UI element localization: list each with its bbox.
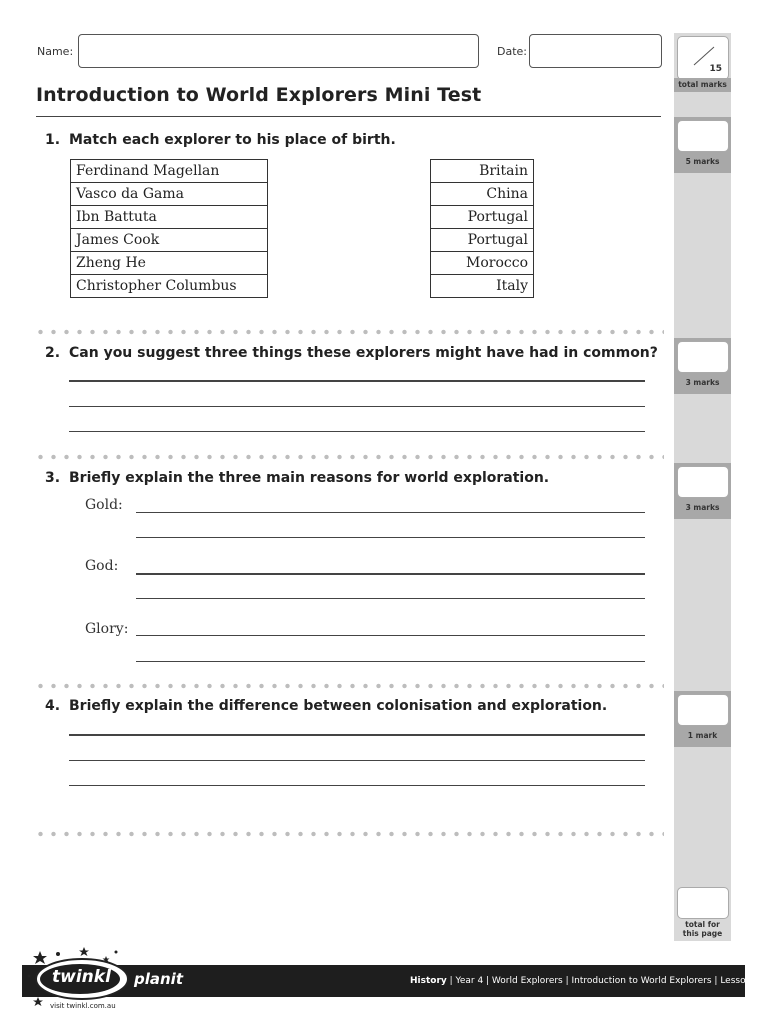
- answer-line[interactable]: [136, 635, 645, 636]
- explorer-cell[interactable]: Christopher Columbus: [71, 275, 268, 298]
- table-row: [431, 252, 534, 275]
- explorer-cell[interactable]: Ibn Battuta: [71, 206, 268, 229]
- q2-marks-box[interactable]: [677, 341, 729, 373]
- q1-marks-label: 5 marks: [685, 157, 720, 166]
- q4-text: Briefly explain the difference between colonisation and exploration.: [69, 698, 608, 714]
- q3-number: 3.: [45, 470, 61, 486]
- breadcrumb: [410, 976, 760, 986]
- answer-line[interactable]: [69, 785, 645, 786]
- breadcrumb-path: | Year 4 | World Explorers | Introduction to World Explorers | Lesson 1: [449, 976, 760, 986]
- q4-marks-box[interactable]: [677, 694, 729, 726]
- explorers-table: [70, 159, 268, 298]
- twinkl-brand: twinkl: [52, 967, 111, 987]
- answer-line[interactable]: [69, 406, 645, 407]
- q3-marks-label: 3 marks: [685, 503, 720, 512]
- name-label: Name:: [37, 45, 74, 58]
- place-cell[interactable]: Morocco: [431, 252, 534, 275]
- q2-number: 2.: [45, 345, 61, 361]
- table-row: [71, 206, 268, 229]
- gold-label: Gold:: [85, 497, 123, 513]
- visit-link[interactable]: visit twinkl.com.au: [50, 1002, 116, 1010]
- q2-text: Can you suggest three things these explorers might have had in common?: [69, 345, 658, 361]
- explorer-cell[interactable]: Zheng He: [71, 252, 268, 275]
- answer-line[interactable]: [69, 734, 645, 736]
- explorer-cell[interactable]: Vasco da Gama: [71, 183, 268, 206]
- table-row: [431, 183, 534, 206]
- place-cell[interactable]: Italy: [431, 275, 534, 298]
- section-divider: [34, 454, 664, 460]
- table-row: [71, 229, 268, 252]
- glory-label: Glory:: [85, 621, 129, 637]
- explorer-cell[interactable]: Ferdinand Magellan: [71, 160, 268, 183]
- total-marks-box: [677, 36, 729, 80]
- answer-line[interactable]: [69, 431, 645, 432]
- q1-text: Match each explorer to his place of birth.: [69, 132, 396, 148]
- total-marks-label: total marks: [678, 80, 727, 89]
- place-cell[interactable]: Portugal: [431, 206, 534, 229]
- answer-line[interactable]: [136, 537, 645, 538]
- total-marks-value: 15: [709, 64, 722, 74]
- q1-number: 1.: [45, 132, 61, 148]
- page-total-box[interactable]: [677, 887, 729, 919]
- q4-marks-label: 1 mark: [687, 731, 718, 740]
- answer-line[interactable]: [136, 512, 645, 513]
- date-label: Date:: [497, 45, 527, 58]
- answer-line[interactable]: [69, 760, 645, 761]
- table-row: [71, 160, 268, 183]
- table-row: [431, 229, 534, 252]
- places-table: [430, 159, 534, 298]
- q3-text: Briefly explain the three main reasons for world exploration.: [69, 470, 550, 486]
- q2-marks-label: 3 marks: [685, 378, 720, 387]
- q1-marks-box[interactable]: [677, 120, 729, 152]
- title-rule: [36, 116, 661, 117]
- breadcrumb-subject: History: [410, 976, 447, 986]
- table-row: [71, 252, 268, 275]
- place-cell[interactable]: China: [431, 183, 534, 206]
- page-total-label-2: this page: [682, 929, 723, 938]
- name-field[interactable]: [78, 34, 479, 68]
- section-divider: [34, 329, 664, 335]
- answer-line[interactable]: [69, 380, 645, 382]
- answer-line[interactable]: [136, 661, 645, 662]
- q3-marks-box[interactable]: [677, 466, 729, 498]
- table-row: [431, 206, 534, 229]
- table-row: [431, 275, 534, 298]
- table-row: [431, 160, 534, 183]
- date-field[interactable]: [529, 34, 662, 68]
- place-cell[interactable]: Britain: [431, 160, 534, 183]
- answer-line[interactable]: [136, 598, 645, 599]
- q4-number: 4.: [45, 698, 61, 714]
- section-divider: [34, 683, 664, 689]
- god-label: God:: [85, 558, 119, 574]
- answer-line[interactable]: [136, 573, 645, 575]
- place-cell[interactable]: Portugal: [431, 229, 534, 252]
- page-total-label-1: total for: [685, 920, 720, 929]
- table-row: [71, 183, 268, 206]
- explorer-cell[interactable]: James Cook: [71, 229, 268, 252]
- section-divider: [34, 831, 664, 837]
- page-title: Introduction to World Explorers Mini Test: [36, 84, 482, 106]
- planit-brand: planit: [134, 970, 183, 988]
- table-row: [71, 275, 268, 298]
